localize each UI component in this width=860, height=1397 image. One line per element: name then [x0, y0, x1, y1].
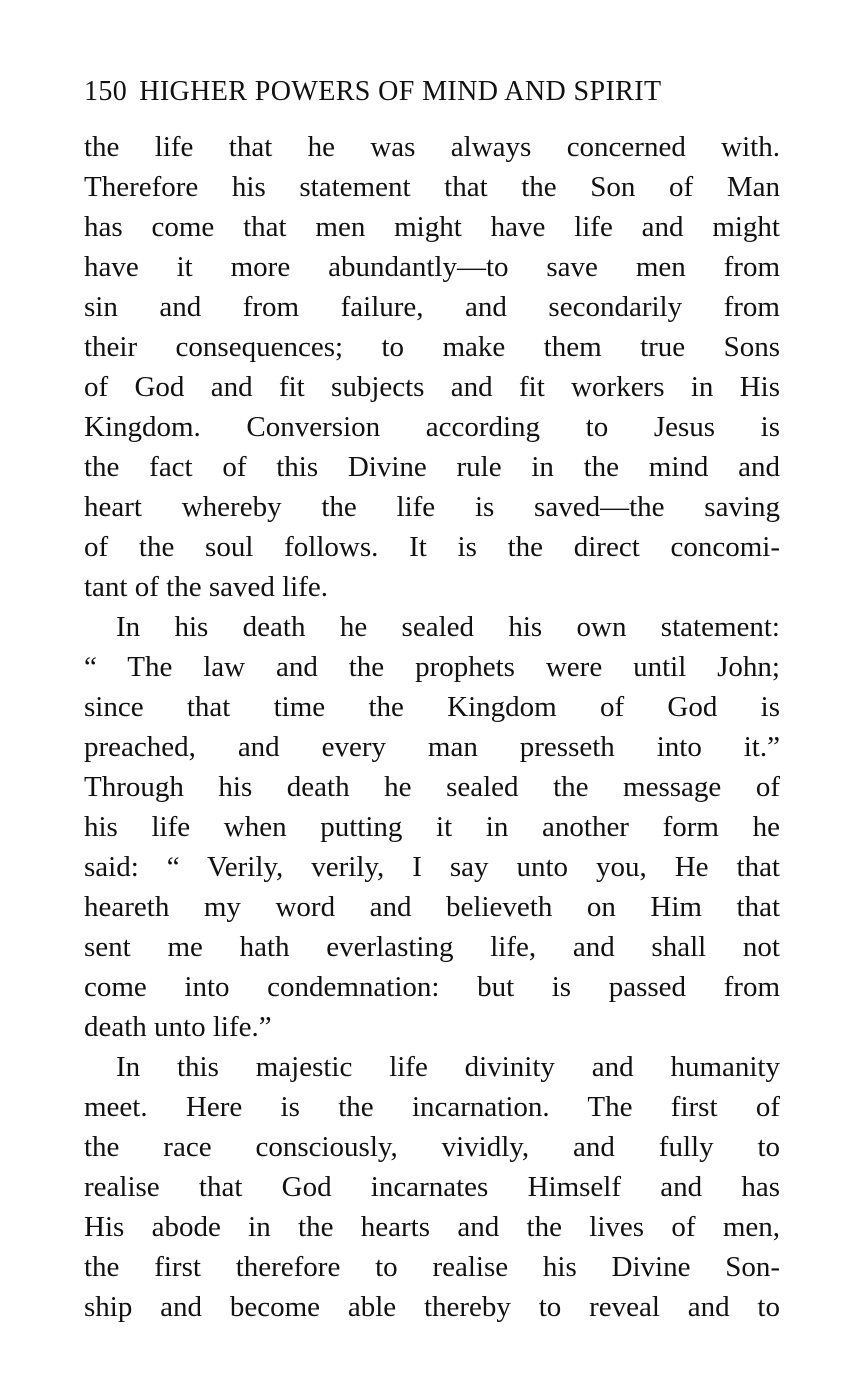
paragraph — [84, 607, 780, 1047]
text-line: their consequences; to make them true Sons — [84, 331, 780, 363]
paragraph — [84, 127, 780, 607]
text-line: have it more abundantly—to save men from — [84, 251, 780, 283]
text-line: of the soul follows. It is the direct concomi- — [84, 531, 780, 563]
text-line: the fact of this Divine rule in the mind and — [84, 451, 780, 483]
text-line: preached, and every man presseth into it.” — [84, 731, 780, 763]
text-line: the race consciously, vividly, and fully to — [84, 1131, 780, 1163]
text-line: Kingdom. Conversion according to Jesus is — [84, 411, 780, 443]
text-line: sin and from failure, and secondarily from — [84, 291, 780, 323]
text-line: come into condemnation: but is passed from — [84, 971, 780, 1003]
text-line: since that time the Kingdom of God is — [84, 691, 780, 723]
text-line: has come that men might have life and might — [84, 211, 780, 243]
paragraph — [84, 1047, 780, 1327]
text-line: Therefore his statement that the Son of Man — [84, 171, 780, 203]
page-number: 150 — [84, 76, 128, 107]
text-line: ship and become able thereby to reveal and to — [84, 1291, 780, 1323]
text-line: heart whereby the life is saved—the saving — [84, 491, 780, 523]
text-line: sent me hath everlasting life, and shall not — [84, 931, 780, 963]
text-line: meet. Here is the incarnation. The first of — [84, 1091, 780, 1123]
text-line: In this majestic life divinity and humanity — [116, 1051, 780, 1083]
text-line: his life when putting it in another form he — [84, 811, 780, 843]
running-title: HIGHER POWERS OF MIND AND SPIRIT — [139, 76, 662, 107]
running-head — [84, 72, 784, 112]
text-line: His abode in the hearts and the lives of men, — [84, 1211, 780, 1243]
text-line: said: “ Verily, verily, I say unto you, He that — [84, 851, 780, 883]
text-line: realise that God incarnates Himself and has — [84, 1171, 780, 1203]
body-text — [84, 127, 780, 1327]
text-line: of God and fit subjects and fit workers in His — [84, 371, 780, 403]
text-line: the first therefore to realise his Divine Son- — [84, 1251, 780, 1283]
text-line: death unto life.” — [84, 1011, 272, 1043]
text-line: tant of the saved life. — [84, 571, 328, 603]
text-line: “ The law and the prophets were until John; — [84, 651, 780, 683]
text-line: In his death he sealed his own statement: — [116, 611, 780, 643]
text-line: heareth my word and believeth on Him that — [84, 891, 780, 923]
text-line: the life that he was always concerned with. — [84, 131, 780, 163]
text-line: Through his death he sealed the message of — [84, 771, 780, 803]
